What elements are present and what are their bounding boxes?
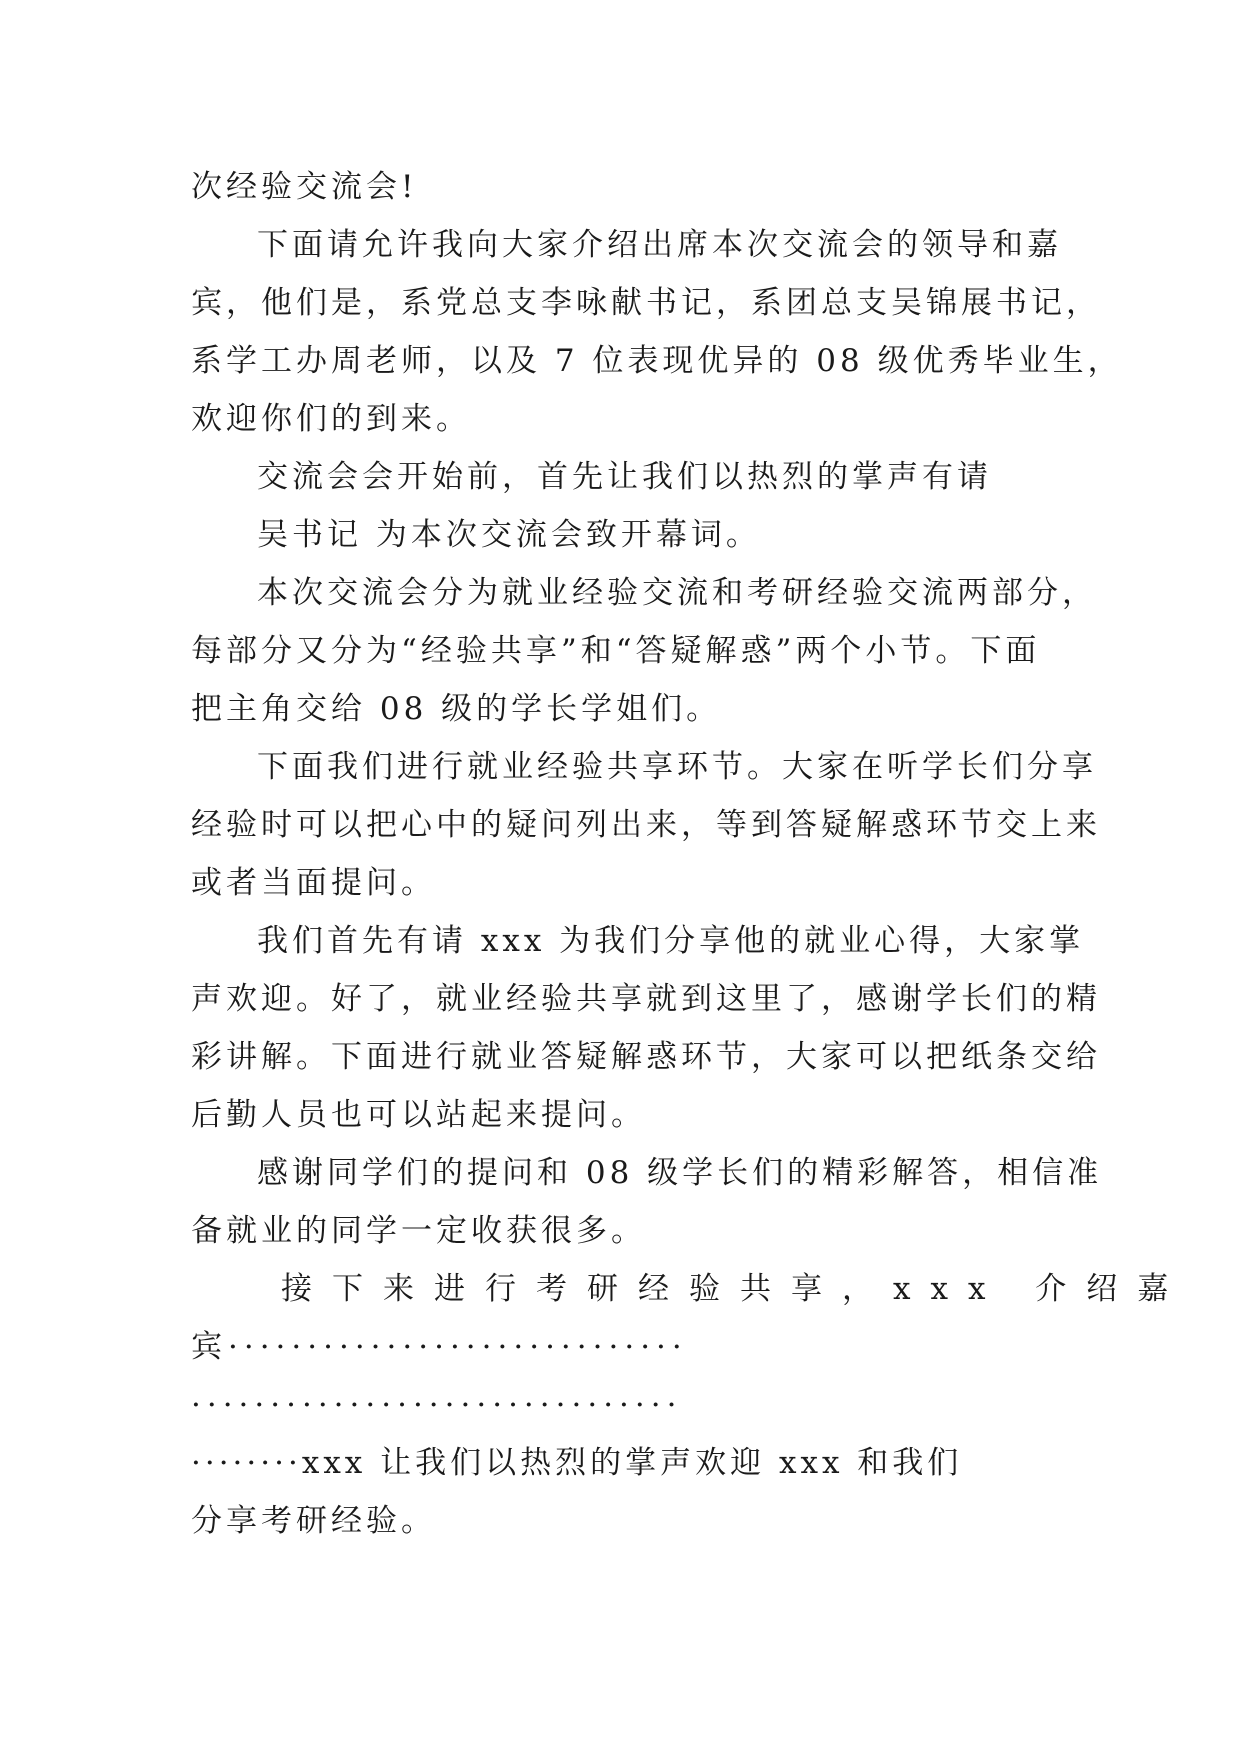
text-line: 或者当面提问。 (191, 865, 436, 901)
text-line: ······························· (191, 1387, 683, 1423)
text-line: 后勤人员也可以站起来提问。 (191, 1097, 646, 1133)
text-line: 我们首先有请 xxx 为我们分享他的就业心得，大家掌 (257, 923, 1085, 959)
text-line: 系学工办周老师，以及 7 位表现优异的 08 级优秀毕业生， (191, 343, 1123, 379)
text-line: 备就业的同学一定收获很多。 (191, 1213, 646, 1249)
text-line: 彩讲解。下面进行就业答疑解惑环节，大家可以把纸条交给 (191, 1039, 1101, 1075)
text-line: 宾，他们是，系党总支李咏献书记，系团总支吴锦展书记， (191, 285, 1101, 321)
text-line: 经验时可以把心中的疑问列出来，等到答疑解惑环节交上来 (191, 807, 1101, 843)
text-line: 本次交流会分为就业经验交流和考研经验交流两部分， (257, 575, 1097, 611)
text-line: 下面请允许我向大家介绍出席本次交流会的领导和嘉 (257, 227, 1062, 263)
text-line: 分享考研经验。 (191, 1503, 436, 1539)
text-line: 声欢迎。好了，就业经验共享就到这里了，感谢学长们的精 (191, 981, 1101, 1017)
text-line: 下面我们进行就业经验共享环节。大家在听学长们分享 (257, 749, 1097, 785)
text-line: 欢迎你们的到来。 (191, 401, 471, 437)
text-line: 把主角交给 08 级的学长学姐们。 (191, 691, 722, 727)
text-line: 接下来进行考研经验共享，xxx 介绍嘉 (281, 1271, 1189, 1307)
text-line: ········xxx 让我们以热烈的掌声欢迎 xxx 和我们 (191, 1445, 963, 1481)
text-line: 感谢同学们的提问和 08 级学长们的精彩解答，相信准 (257, 1155, 1103, 1191)
text-line: 吴书记 为本次交流会致开幕词。 (257, 517, 761, 553)
text-line: 次经验交流会! (191, 169, 418, 205)
text-line: 宾····························· (191, 1329, 688, 1365)
text-line: 交流会会开始前，首先让我们以热烈的掌声有请 (257, 459, 992, 495)
document-body (191, 158, 1189, 1550)
text-line: 每部分又分为“经验共享”和“答疑解惑”两个小节。下面 (191, 633, 1041, 669)
